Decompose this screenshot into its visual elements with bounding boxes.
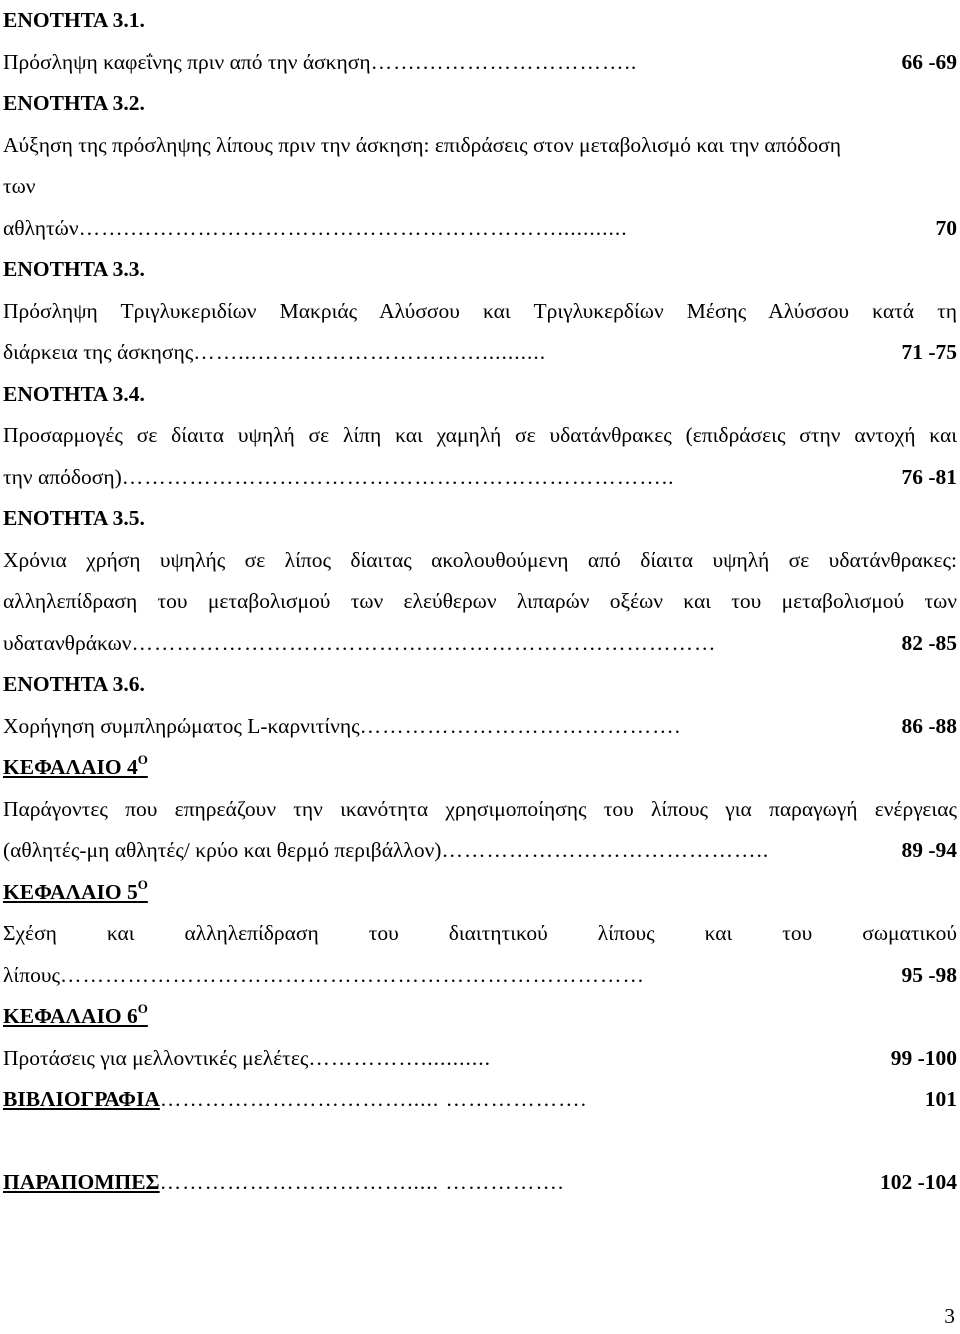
toc-page-range: 102 -104	[879, 1170, 957, 1194]
toc-entry-title: αθλητών	[3, 215, 79, 240]
section-heading-3-4: ΕΝΟΤΗΤΑ 3.4.	[3, 381, 145, 406]
toc-page-range: 66 -69	[901, 49, 957, 74]
references-heading: ΠΑΡΑΠΟΜΠΕΣ	[3, 1170, 160, 1194]
toc-page-range: 101	[924, 1087, 957, 1111]
toc-page-range: 76 -81	[901, 464, 957, 489]
chapter-heading-text: ΚΕΦΑΛΑΙΟ 5	[3, 879, 138, 904]
toc-entry-3-4	[3, 457, 957, 499]
toc-entry-title: (αθλητές-μη αθλητές/ κρύο και θερμό περιβάλλον)	[3, 838, 442, 862]
toc-entry-title-line: αλληλεπίδραση του μεταβολισμού των ελεύθερων λιπαρών οξέων και του μεταβολισμού των	[3, 589, 957, 613]
bibliography-heading: ΒΙΒΛΙΟΓΡΑΦΙΑ	[3, 1087, 160, 1111]
chapter-heading-5	[3, 872, 957, 914]
toc-entry-title: λίπους	[3, 962, 60, 987]
toc-leader-dots: …………………………………….	[359, 713, 681, 738]
toc-entry-3-5	[3, 623, 957, 665]
toc-page-range: 89 -94	[901, 838, 957, 862]
toc-page-range: 70	[935, 215, 957, 240]
section-heading-3-5: ΕΝΟΤΗΤΑ 3.5.	[3, 506, 145, 530]
chapter-heading-text: ΚΕΦΑΛΑΙΟ 6	[3, 1004, 138, 1028]
section-heading-3-2: ΕΝΟΤΗΤΑ 3.2.	[3, 91, 145, 115]
toc-entry-chapter-5	[3, 955, 957, 997]
toc-leader-dots: ……………………………………..	[441, 838, 770, 862]
table-of-contents	[3, 0, 957, 1204]
toc-leader-dots: ……...…………………………..........	[193, 340, 547, 364]
chapter-heading-6	[3, 996, 957, 1038]
toc-leader-dots: ……………………………..... ……………….	[159, 1087, 587, 1111]
toc-entry-3-1	[3, 42, 957, 84]
toc-entry-chapter-6	[3, 1038, 957, 1080]
spacer	[3, 1121, 957, 1163]
chapter-heading-4	[3, 747, 957, 789]
toc-entry-3-2	[3, 208, 957, 250]
toc-entry-title-line: Προσαρμογές σε δίαιτα υψηλή σε λίπη και χαμηλή σε υδατάνθρακες (επιδράσεις στην αντοχή και	[3, 423, 957, 447]
toc-entry-title: διάρκεια της άσκησης	[3, 340, 194, 364]
toc-entry-title-line: Παράγοντες που επηρεάζουν την ικανότητα χρησιμοποίησης του λίπους για παραγωγή ενέργειας	[3, 796, 957, 821]
toc-leader-dots: ………………………………………………………………..	[121, 464, 675, 489]
toc-entry-bibliography	[3, 1079, 957, 1121]
toc-page-range: 99 -100	[890, 1045, 957, 1070]
toc-page-range: 86 -88	[901, 713, 957, 738]
toc-entry-title-line: Πρόσληψη Τριγλυκεριδίων Μακριάς Αλύσσου και Τριγλυκερδίων Μέσης Αλύσσου κατά τη	[3, 298, 957, 323]
toc-entry-references	[3, 1162, 957, 1204]
toc-page-range: 71 -75	[901, 340, 957, 364]
toc-entry-title: Προτάσεις για μελλοντικές μελέτες	[3, 1045, 309, 1070]
toc-leader-dots: ……………………………..... …………….	[159, 1170, 565, 1194]
chapter-heading-text: ΚΕΦΑΛΑΙΟ 4	[3, 755, 138, 779]
toc-entry-title: υδατανθράκων	[3, 630, 132, 655]
section-heading-3-1: ΕΝΟΤΗΤΑ 3.1.	[3, 8, 145, 32]
toc-entry-3-6	[3, 706, 957, 748]
toc-leader-dots: ……………...........	[308, 1045, 491, 1070]
toc-leader-dots: ……………………………………………………………………	[59, 962, 645, 987]
chapter-ordinal-superscript: Ο	[137, 1001, 148, 1016]
toc-entry-title-line: Σχέση και αλληλεπίδραση του διαιτητικού λίπους και του σωματικού	[3, 921, 957, 945]
chapter-ordinal-superscript: Ο	[137, 752, 148, 767]
toc-entry-title-line: των	[3, 174, 36, 198]
toc-page-range: 82 -85	[901, 630, 957, 655]
section-heading-3-6: ΕΝΟΤΗΤΑ 3.6.	[3, 672, 145, 696]
toc-entry-title-line: Χρόνια χρήση υψηλής σε λίπος δίαιτας ακολουθούμενη από δίαιτα υψηλή σε υδατάνθρακες:	[3, 547, 957, 572]
section-heading-3-3: ΕΝΟΤΗΤΑ 3.3.	[3, 257, 145, 281]
toc-entry-title: Πρόσληψη καφεΐνης πριν από την άσκηση	[3, 49, 371, 74]
toc-entry-title-line: Αύξηση της πρόσληψης λίπους πριν την άσκηση: επιδράσεις στον μεταβολισμό και την απόδοση	[3, 132, 842, 157]
page-number: 3	[944, 1304, 955, 1328]
toc-page-range: 95 -98	[901, 962, 957, 987]
toc-leader-dots: ……………………………………………………………………	[131, 630, 717, 655]
toc-entry-title: την απόδοση)	[3, 464, 122, 489]
chapter-ordinal-superscript: Ο	[137, 876, 148, 892]
toc-entry-3-3	[3, 332, 957, 374]
toc-leader-dots: …….…………………………………………………...........	[78, 215, 628, 240]
toc-leader-dots: …….………………………..	[370, 49, 638, 74]
toc-entry-title: Χορήγηση συμπληρώματος L-καρνιτίνης	[3, 713, 360, 738]
toc-entry-chapter-4	[3, 830, 957, 872]
